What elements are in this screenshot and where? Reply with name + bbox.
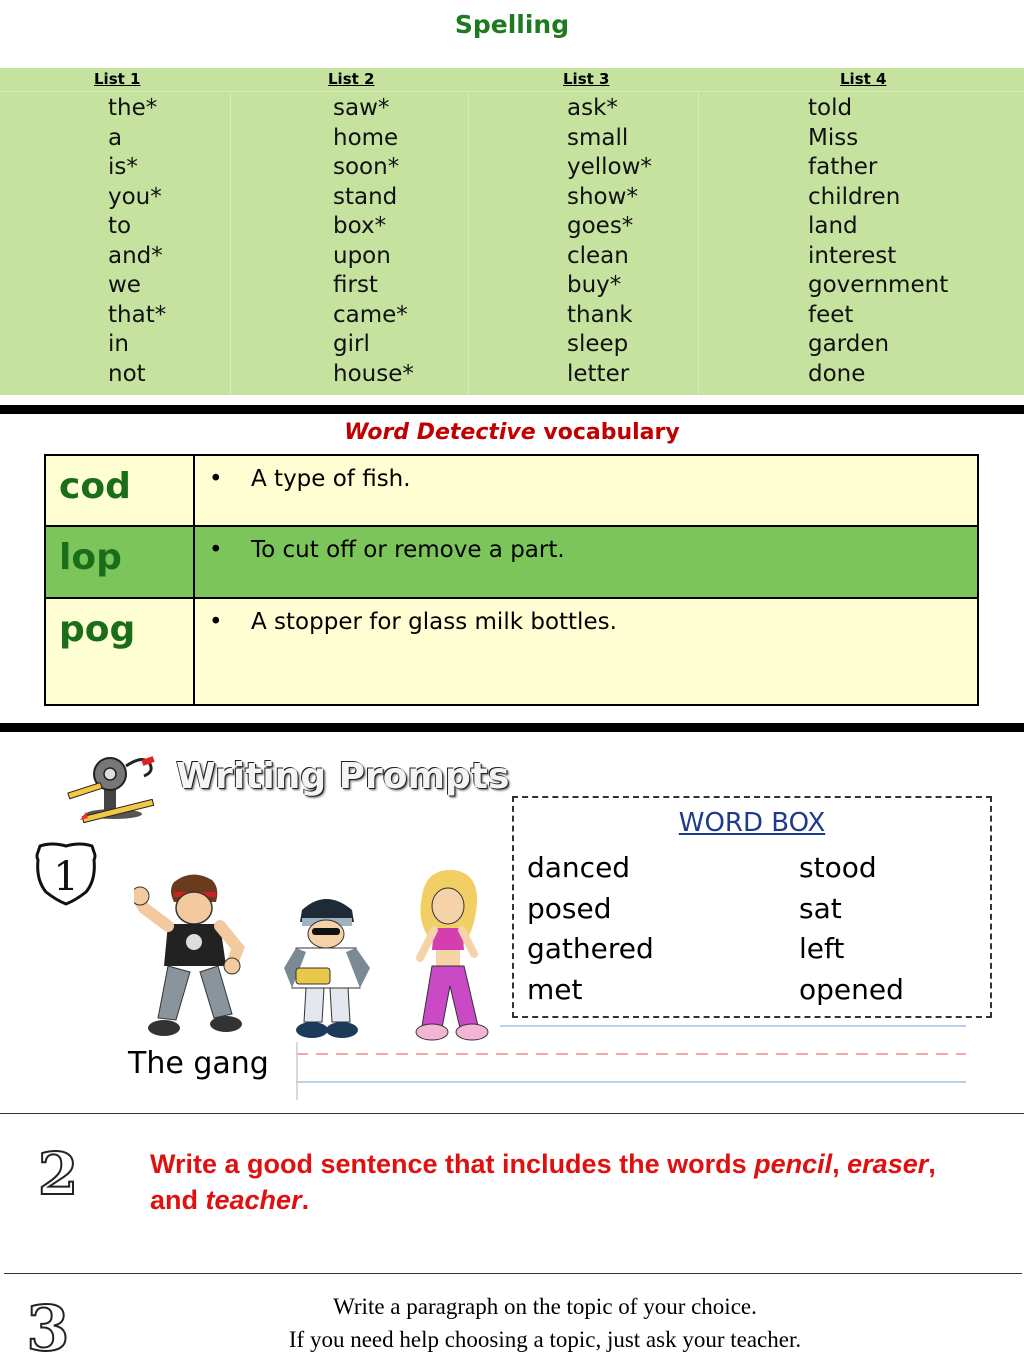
list-item: saw* [333, 95, 390, 121]
vocab-definition: A stopper for glass milk bottles. [251, 609, 617, 635]
list-item: told [808, 95, 853, 121]
list-item: a [108, 124, 123, 151]
list-item: box* [333, 213, 387, 239]
bullet: • [209, 466, 223, 492]
word-box-left-column [527, 848, 654, 1010]
list-item: sleep [567, 331, 629, 357]
list-item: we [108, 272, 141, 298]
bullet: • [209, 609, 223, 635]
table-row [45, 526, 978, 598]
list-item: small [567, 124, 629, 151]
vocab-definition-cell [194, 598, 978, 705]
vocab-word: pog [45, 598, 194, 705]
list-item: Miss [808, 124, 859, 151]
list-item: that* [108, 301, 167, 328]
table-row [45, 455, 978, 526]
list-heading: List 3 [563, 70, 610, 88]
list-item: is* [108, 154, 138, 180]
number-2-icon [32, 1146, 84, 1202]
route-shield-1-icon [34, 840, 98, 906]
prompt2-end: . [301, 1185, 310, 1215]
rocker-character-illustration [134, 868, 252, 1040]
list-item: in [108, 331, 129, 357]
list-item: goes* [567, 213, 634, 239]
vocab-word: lop [45, 526, 194, 598]
vocab-definition-cell [194, 526, 978, 598]
divider [698, 92, 699, 395]
list-heading: List 1 [94, 70, 141, 88]
list-item: stood [799, 851, 877, 884]
list-item: girl [333, 331, 370, 357]
list-item: to [108, 213, 132, 239]
divider [4, 1273, 1022, 1274]
prompt-number: 1 [53, 854, 79, 900]
handwriting-lines [296, 1024, 966, 1102]
word-list [808, 94, 948, 389]
list-item: not [108, 360, 146, 387]
section-divider [0, 405, 1024, 414]
rapper-character-illustration [276, 888, 376, 1040]
list-item: thank [567, 301, 633, 328]
list-item: house* [333, 360, 414, 387]
list-item: left [799, 932, 845, 965]
list-item: feet [808, 301, 854, 328]
writing-prompts-title: Writing Prompts [176, 756, 510, 797]
list-item: soon* [333, 154, 400, 180]
spelling-lists-panel [0, 68, 1024, 395]
list-item: garden [808, 331, 890, 357]
vocab-word: cod [45, 455, 194, 526]
prompt3-line1: Write a paragraph on the topic of your choice. [333, 1294, 757, 1319]
prompt-number: 3 [26, 1296, 70, 1356]
prompt3-line2: If you need help choosing a topic, just ask your teacher. [288, 1327, 802, 1352]
girl-character-illustration [402, 866, 498, 1042]
list-heading: List 2 [328, 70, 375, 88]
prompt2-separator: , and [150, 1149, 936, 1215]
word-list [108, 94, 166, 389]
list-item: yellow* [567, 154, 652, 180]
word-box [512, 796, 992, 1018]
list-item: letter [567, 360, 630, 387]
prompt2-word-eraser: eraser [847, 1149, 929, 1179]
vocabulary-title-rest: vocabulary [535, 420, 680, 445]
divider [0, 1113, 1024, 1114]
list-item: you* [108, 183, 162, 210]
divider [230, 92, 231, 395]
spelling-title: Spelling [454, 10, 570, 39]
bullet: • [209, 537, 223, 563]
list-item: father [808, 154, 878, 180]
prompt1-label: The gang [128, 1046, 269, 1081]
list-item: buy* [567, 272, 622, 298]
list-item: home [333, 124, 399, 151]
vocabulary-title [0, 420, 1024, 445]
prompt2-separator: , [832, 1149, 848, 1179]
list-item: children [808, 183, 901, 210]
section-divider [0, 723, 1024, 732]
list-item: land [808, 213, 858, 239]
vocabulary-table [44, 454, 979, 706]
list-item: posed [527, 891, 612, 925]
list-item: government [808, 272, 949, 298]
list-item: upon [333, 242, 391, 269]
list-item: ask* [567, 95, 618, 121]
pencil-sharpener-icon [64, 748, 164, 824]
divider [0, 91, 1024, 92]
prompt2-word-pencil: pencil [754, 1149, 833, 1179]
list-heading: List 4 [840, 70, 887, 88]
list-item: came* [333, 301, 408, 328]
list-item: clean [567, 242, 629, 269]
list-item: show* [567, 183, 638, 210]
list-item: sat [799, 891, 842, 925]
list-item: done [808, 360, 866, 387]
list-item: interest [808, 242, 897, 269]
list-item: the* [108, 95, 158, 121]
divider [468, 92, 469, 395]
prompt-number: 2 [37, 1146, 79, 1202]
list-item: met [527, 972, 583, 1006]
vocab-definition: To cut off or remove a part. [251, 537, 565, 563]
word-box-right-column [799, 848, 904, 1010]
list-item: danced [527, 851, 631, 884]
list-item: gathered [527, 932, 654, 965]
vocabulary-title-italic: Word Detective [344, 420, 536, 445]
prompt2-word-teacher: teacher [205, 1185, 302, 1215]
vocab-definition: A type of fish. [251, 466, 411, 492]
list-item: stand [333, 183, 398, 210]
prompt2-text-a: Write a good sentence that includes the words [150, 1149, 755, 1179]
word-list [333, 94, 414, 389]
word-list [567, 94, 652, 389]
list-item: first [333, 272, 378, 298]
list-item: opened [799, 972, 904, 1006]
word-box-title: WORD BOX [678, 808, 826, 838]
prompt2-text [150, 1146, 970, 1218]
list-item: and* [108, 242, 163, 269]
vocab-definition-cell [194, 455, 978, 526]
table-row [45, 598, 978, 705]
